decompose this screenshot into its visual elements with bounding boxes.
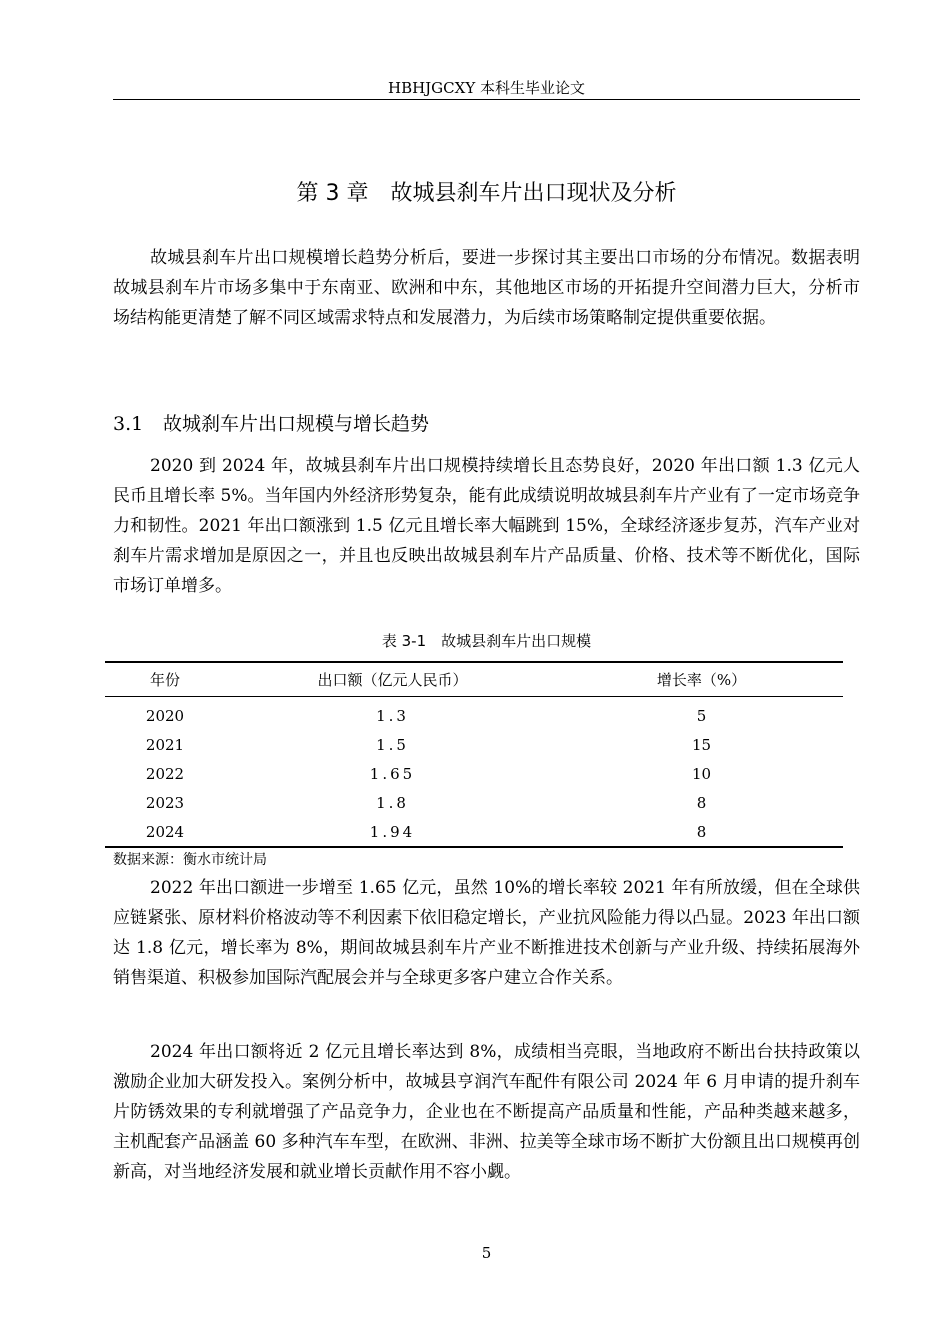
header-rule [113,99,860,100]
table-source-note: 数据来源：衡水市统计局 [113,852,267,868]
cell-amount: 1.8 [376,793,409,812]
export-scale-table [105,661,843,848]
cell-amount: 1.65 [369,764,416,783]
section-heading [113,409,429,439]
chapter-title: 第 3 章 故城县刹车片出口现状及分析 [296,181,677,206]
table-row [105,788,843,817]
table-row [105,817,843,847]
header-year: 年份 [149,671,180,689]
cell-year: 2021 [145,735,185,754]
section-title-text: 故城刹车片出口规模与增长趋势 [163,413,430,435]
cell-growth: 5 [696,706,707,725]
table-row [105,697,843,731]
header-amount: 出口额（亿元人民币） [317,671,468,689]
cell-growth: 15 [691,735,712,754]
cell-amount: 1.5 [376,735,409,754]
table-header-row [105,662,843,697]
cell-growth: 8 [696,793,707,812]
table-row [105,730,843,759]
cell-amount: 1.3 [376,706,409,725]
table-row [105,759,843,788]
body-paragraph-1: 2020 到 2024 年，故城县刹车片出口规模持续增长且态势良好，2020 年出口额 1.3 亿元人民币且增长率 5%。当年国内外经济形势复杂，能有此成绩说明故城县刹车片产业有了一定市场竞争力和韧性。2021 年出口额涨到 1.5 亿元且增长率大幅跳到 15%，全球经济逐步复苏，汽车产业对刹车片需求增加是原因之一，并且也反映出故城县刹车片产品质量、价格、技术等不断优化，国际市场订单增多。 [113,456,860,596]
section-number: 3.1 [113,413,144,435]
running-header: HBHJGCXY 本科生毕业论文 [387,79,585,97]
cell-growth: 8 [696,822,707,841]
cell-year: 2022 [145,764,185,783]
body-paragraph-3: 2024 年出口额将近 2 亿元且增长率达到 8%，成绩相当亮眼，当地政府不断出台扶持政策以激励企业加大研发投入。案例分析中，故城县亨润汽车配件有限公司 2024 年 6 月申请的提升刹车片防锈效果的专利就增强了产品竞争力，企业也在不断提高产品质量和性能，产品种类越来越多，主机配套产品涵盖 60 多种汽车车型，在欧洲、非洲、拉美等全球市场不断扩大份额且出口规模再创新高，对当地经济发展和就业增长贡献作用不容小觑。 [113,1042,860,1182]
page-number: 5 [481,1244,492,1262]
cell-year: 2024 [145,822,185,841]
intro-paragraph: 故城县刹车片出口规模增长趋势分析后，要进一步探讨其主要出口市场的分布情况。数据表明故城县刹车片市场多集中于东南亚、欧洲和中东，其他地区市场的开拓提升空间潜力巨大，分析市场结构能更清楚了解不同区域需求特点和发展潜力，为后续市场策略制定提供重要依据。 [113,248,860,328]
cell-year: 2023 [145,793,185,812]
table-caption: 表 3-1 故城县刹车片出口规模 [381,632,592,650]
cell-amount: 1.94 [369,822,416,841]
body-paragraph-2: 2022 年出口额进一步增至 1.65 亿元，虽然 10%的增长率较 2021 年有所放缓，但在全球供应链紧张、原材料价格波动等不利因素下依旧稳定增长，产业抗风险能力得以凸显。2023 年出口额达 1.8 亿元，增长率为 8%，期间故城县刹车片产业不断推进技术创新与产业升级、持续拓展海外销售渠道、积极参加国际汽配展会并与全球更多客户建立合作关系。 [113,878,860,988]
cell-growth: 10 [691,764,712,783]
header-growth: 增长率（%） [656,671,747,689]
cell-year: 2020 [145,706,185,725]
